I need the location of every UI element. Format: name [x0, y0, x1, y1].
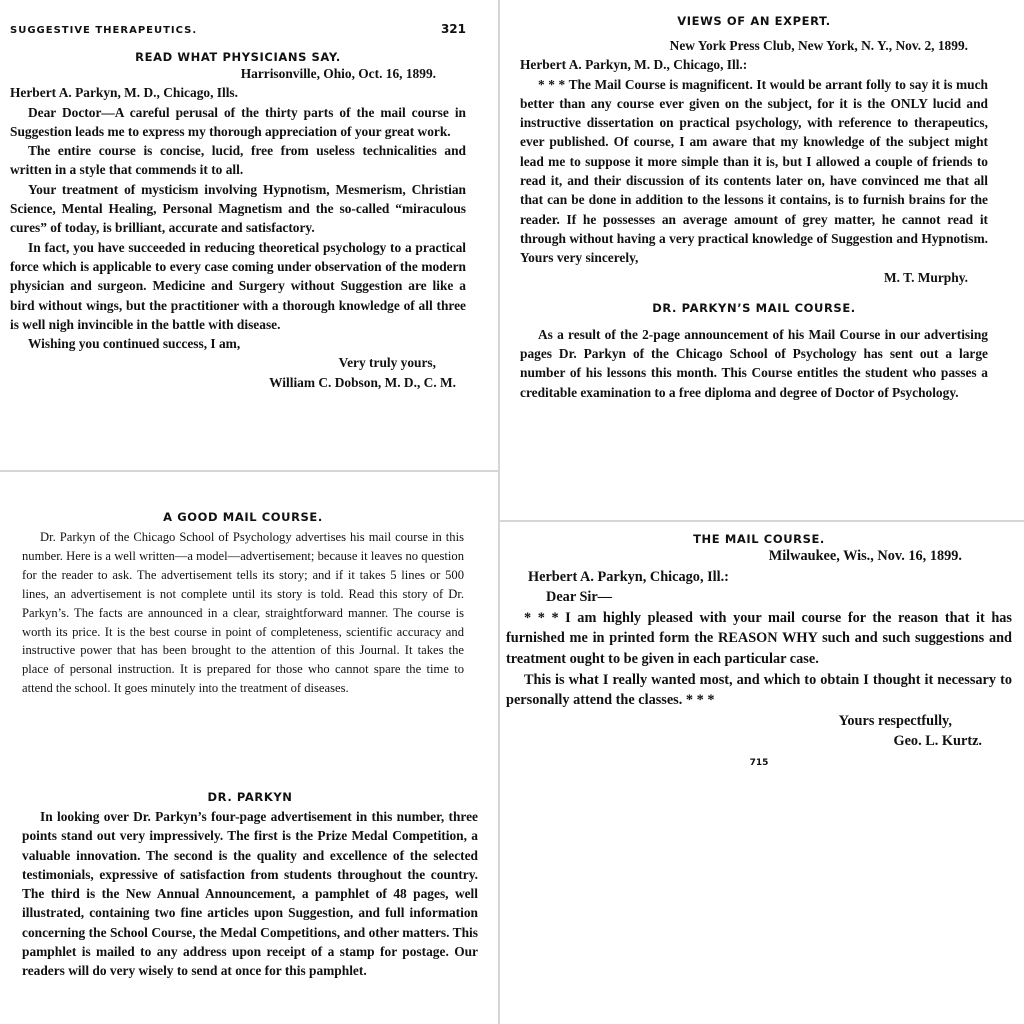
- dateline: Harrisonville, Ohio, Oct. 16, 1899.: [240, 66, 436, 81]
- closing: Very truly yours,: [338, 355, 436, 371]
- addressee: Herbert A. Parkyn, M. D., Chicago, Ill.:: [520, 57, 748, 73]
- page-number: 715: [749, 757, 769, 768]
- vertical-divider: [498, 0, 500, 1024]
- panel-read-what-physicians-say: [10, 22, 466, 466]
- closing: Yours respectfully,: [838, 712, 952, 729]
- letter-body: * * * The Mail Course is magnificent. It would be arrant folly to say it is much better than any course ever given on the subject, for it is the ONLY lucid and instructive dissertation on practical psychology, with reference to therapeutics, ever published. Of course, I am aware that my knowledge of the subject might lead me to suppose it more simple than it is, but I allowed a couple of friends to read it, and their discussion of its contents later on, have convinced me that all that can be done in addition to the lessons it contains, is to furnish brains for the reader. If he possesses an average amount of grey matter, he cannot read it through without having a very practical knowledge of Suggestion and Hypnotism. Yours very sincerely,: [520, 76, 988, 266]
- article-heading: DR. PARKYN: [207, 790, 293, 804]
- signature: M. T. Murphy.: [884, 269, 968, 285]
- article-heading: THE MAIL COURSE.: [693, 532, 825, 546]
- dateline: Milwaukee, Wis., Nov. 16, 1899.: [768, 548, 962, 564]
- letter-paragraph: Wishing you continued success, I am,: [28, 336, 241, 352]
- letter-paragraph: This is what I really wanted most, and which to obtain I thought it necessary to personally attend the classes. * * *: [506, 671, 1012, 709]
- panel-a-good-mail-course: [22, 510, 464, 760]
- signature: Geo. L. Kurtz.: [893, 733, 982, 750]
- article-body: Dr. Parkyn of the Chicago School of Psychology advertises his mail course in this number. Here is a well written—a model—advertisement; because it leaves no question for the reader to ask. The advertisement tells its story; and if it takes 5 lines or 500 lines, an advertisement is not complete until its story is told. Read this story of Dr. Parkyn’s. The facts are announced in a clear, straightforward manner. The course is worth its price. It is the best course in point of completeness, scientific accuracy and instructive power that has been brought to the attention of this Journal. It takes the place of personal instruction. It is prepared for those who cannot spare the time to attend the school. It goes minutely into the treatment of diseases.: [22, 530, 464, 696]
- letter-paragraph: * * * I am highly pleased with your mail course for the reason that it has furnished me in printed form the REASON WHY such and such suggestions and treatment ought to be given in each particular case.: [506, 609, 1012, 667]
- signature: William C. Dobson, M. D., C. M.: [269, 374, 456, 390]
- panel-views-of-an-expert: [520, 14, 988, 514]
- article-body: In looking over Dr. Parkyn’s four-page advertisement in this number, three points stand out very impressively. The first is the Prize Medal Competition, a valuable innovation. The second is the quality and excellence of the selected testimonials, expressive of satisfaction from students throughout the country. The third is the New Annual Announcement, a pamphlet of 48 pages, well illustrated, containing two fine articles upon Suggestion, and full information concerning the School Course, the Medal Competitions, and other matters. This pamphlet is mailed to any address upon receipt of a stamp for postage. Our readers will do very wisely to send at once for this pamphlet.: [22, 809, 478, 979]
- dateline: New York Press Club, New York, N. Y., Nov. 2, 1899.: [669, 38, 968, 53]
- horizontal-divider-right: [500, 520, 1024, 522]
- addressee: Herbert A. Parkyn, Chicago, Ill.:: [528, 568, 729, 585]
- addressee: Herbert A. Parkyn, M. D., Chicago, Ills.: [10, 85, 238, 101]
- letter-paragraph: The entire course is concise, lucid, free from useless technicalities and written in a style that commends it to all.: [10, 143, 466, 178]
- running-head: [10, 22, 466, 36]
- article-body: As a result of the 2-page announcement of his Mail Course in our advertising pages Dr. Parkyn of the Chicago School of Psychology has sent out a large number of his lessons this month. This Course entitles the student who passes a creditable examination to a free diploma and degree of Doctor of Psychology.: [520, 326, 988, 400]
- panel-the-mail-course: [506, 532, 1012, 832]
- article-heading: READ WHAT PHYSICIANS SAY.: [135, 50, 341, 64]
- article-heading: VIEWS OF AN EXPERT.: [677, 14, 831, 28]
- letter-paragraph: Your treatment of mysticism involving Hypnotism, Mesmerism, Christian Science, Mental Healing, Personal Magnetism and the so-called “miraculous cures” of today, is brilliant, accurate and satisfactory.: [10, 181, 466, 236]
- article-heading-2: DR. PARKYN’S MAIL COURSE.: [652, 300, 856, 315]
- letter-paragraph: In fact, you have succeeded in reducing theoretical psychology to a practical force which is applicable to every case coming under observation of the modern physician and surgeon. Medicine and Surgery without Suggestion are like a bird without wings, but the practitioner with a thorough knowledge of all three is well nigh invincible in the battle with disease.: [10, 239, 466, 332]
- article-heading: A GOOD MAIL COURSE.: [163, 510, 323, 524]
- running-head-title: SUGGESTIVE THERAPEUTICS.: [10, 25, 198, 36]
- panel-dr-parkyn: [22, 790, 478, 1020]
- salutation: Dear Sir—: [546, 589, 613, 606]
- page-number: 321: [440, 22, 466, 36]
- letter-paragraph: Dear Doctor—A careful perusal of the thirty parts of the mail course in Suggestion leads me to express my thorough appreciation of your great work.: [10, 104, 466, 139]
- horizontal-divider-left: [0, 470, 498, 472]
